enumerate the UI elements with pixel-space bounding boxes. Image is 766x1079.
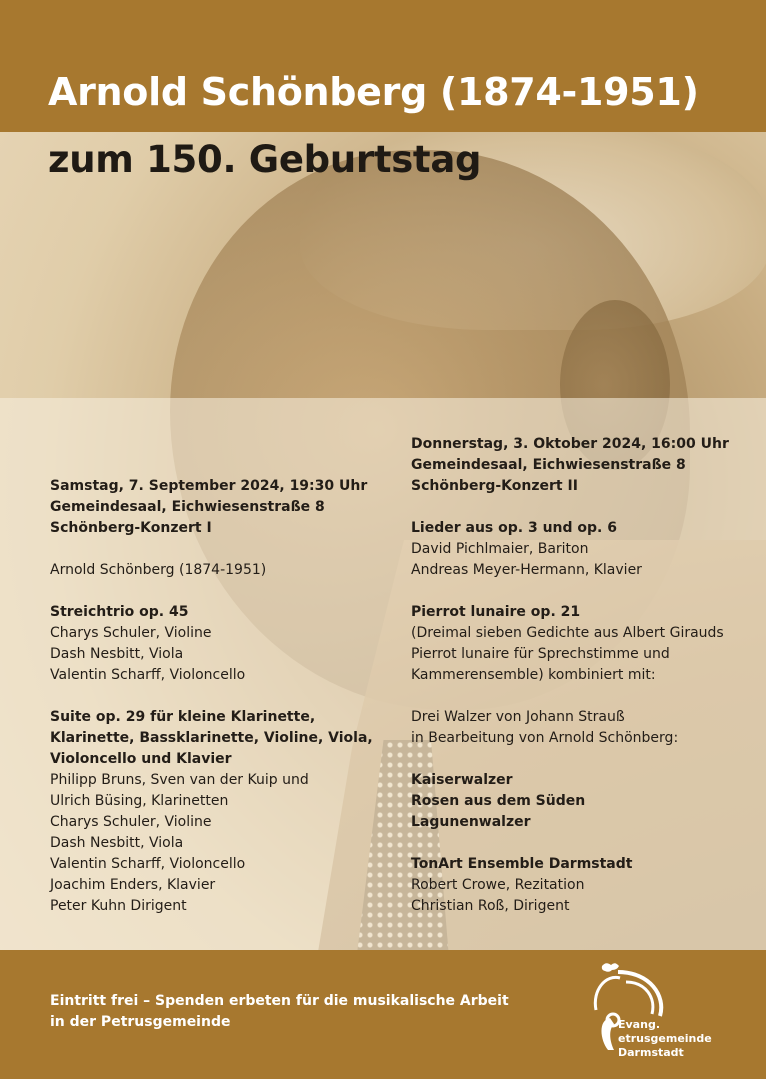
performer: Charys Schuler, Violine [50, 814, 212, 830]
strauss-line: Drei Walzer von Johann Strauß [411, 709, 625, 725]
performer: Valentin Scharff, Violoncello [50, 856, 246, 872]
performer: Charys Schuler, Violine [50, 625, 212, 641]
piece-suite-title: Klarinette, Bassklarinette, Violine, Viola, [50, 730, 373, 746]
admission-line: Eintritt frei – Spenden erbeten für die musikalische Arbeit [50, 993, 509, 1009]
piece-description: Pierrot lunaire für Sprechstimme und [411, 646, 670, 662]
logo-line-2: etrusgemeinde [618, 1032, 712, 1045]
piece-suite-title: Suite op. 29 für kleine Klarinette, [50, 709, 316, 725]
performer: Valentin Scharff, Violoncello [50, 667, 246, 683]
concert-1-venue: Gemeindesaal, Eichwiesenstraße 8 [50, 499, 325, 515]
piece-pierrot-title: Pierrot lunaire op. 21 [411, 604, 581, 620]
admission-line: in der Petrusgemeinde [50, 1014, 231, 1030]
performer: Christian Roß, Dirigent [411, 898, 570, 914]
concert-1-column [50, 476, 380, 917]
waltz-title: Kaiserwalzer [411, 772, 513, 788]
poster-title: Arnold Schönberg (1874-1951) [48, 70, 699, 114]
performer: Peter Kuhn Dirigent [50, 898, 187, 914]
concert-1-date: Samstag, 7. September 2024, 19:30 Uhr [50, 478, 368, 494]
concert-2-date: Donnerstag, 3. Oktober 2024, 16:00 Uhr [411, 436, 729, 452]
concert-2-name: Schönberg-Konzert II [411, 478, 578, 494]
performer: Andreas Meyer-Hermann, Klavier [411, 562, 642, 578]
performer: Philipp Bruns, Sven van der Kuip und [50, 772, 309, 788]
poster-subtitle: zum 150. Geburtstag [48, 138, 482, 181]
logo-line-1: Evang. [618, 1018, 660, 1031]
performer: Ulrich Büsing, Klarinetten [50, 793, 229, 809]
concert-2-column [411, 434, 751, 917]
concert-2-venue: Gemeindesaal, Eichwiesenstraße 8 [411, 457, 686, 473]
piece-suite-title: Violoncello und Klavier [50, 751, 232, 767]
waltz-title: Lagunenwalzer [411, 814, 531, 830]
performer: Dash Nesbitt, Viola [50, 646, 184, 662]
waltz-title: Rosen aus dem Süden [411, 793, 586, 809]
piece-streichtrio-title: Streichtrio op. 45 [50, 604, 189, 620]
piece-description: Kammerensemble) kombiniert mit: [411, 667, 656, 683]
performer: Robert Crowe, Rezitation [411, 877, 585, 893]
piece-description: (Dreimal sieben Gedichte aus Albert Girauds [411, 625, 724, 641]
performer: Dash Nesbitt, Viola [50, 835, 184, 851]
performer: David Pichlmaier, Bariton [411, 541, 589, 557]
ensemble-name: TonArt Ensemble Darmstadt [411, 856, 633, 872]
piece-lieder-title: Lieder aus op. 3 und op. 6 [411, 520, 617, 536]
performer: Joachim Enders, Klavier [50, 877, 216, 893]
petrusgemeinde-logo [588, 960, 728, 1060]
strauss-line: in Bearbeitung von Arnold Schönberg: [411, 730, 679, 746]
admission-note [50, 991, 509, 1033]
concert-1-name: Schönberg-Konzert I [50, 520, 212, 536]
logo-line-3: Darmstadt [618, 1046, 684, 1059]
rooster-key-icon [588, 960, 728, 1060]
concert-1-composer: Arnold Schönberg (1874-1951) [50, 562, 267, 578]
